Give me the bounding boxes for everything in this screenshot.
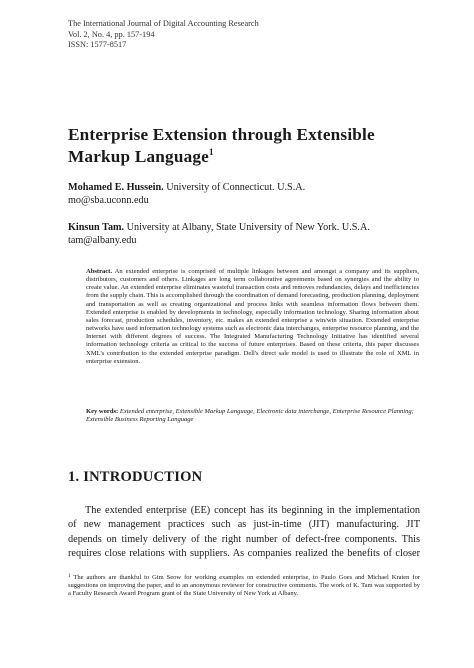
keywords-text: Extended enterprise, Extensible Markup Language, Electronic data interchange, Enterprise Resource Planning; Extensible Business Reporting Language: [86, 408, 414, 424]
abstract: [86, 268, 419, 366]
footnote-marker: 1: [68, 574, 71, 579]
journal-issn: ISSN: 1577-8517: [68, 40, 127, 50]
intro-line: requires close relations with suppliers. As companies realized the benefits of closer: [68, 547, 420, 559]
keywords: [86, 408, 419, 424]
abstract-label: Abstract.: [86, 268, 112, 275]
author-name-2: Kinsun Tam.: [68, 222, 125, 233]
author-affiliation-2: University at Albany, State University of New York. U.S.A.: [124, 222, 370, 233]
intro-line: of new management practices such as just-in-time (JIT) manufacturing. JIT: [68, 519, 420, 531]
journal-name: The International Journal of Digital Accounting Research: [68, 19, 259, 28]
keywords-label: Key words:: [86, 408, 119, 415]
author-email-2[interactable]: tam@albany.edu: [68, 235, 137, 246]
author-block-1: [68, 181, 305, 207]
title-footnote-marker: 1: [209, 146, 214, 157]
intro-paragraph: [68, 504, 420, 561]
title-line-1: Enterprise Extension through Extensible: [68, 125, 375, 144]
author-line-1: [68, 181, 305, 194]
intro-line: The extended enterprise (EE) concept has its beginning in the implementation: [85, 505, 420, 516]
author-affiliation-1: University of Connecticut. U.S.A.: [163, 182, 306, 193]
author-line-2: [68, 221, 370, 234]
title-line-2: [68, 146, 418, 168]
paper-title: [68, 124, 418, 167]
journal-header: [68, 19, 259, 51]
title-line-2-text: Markup Language: [68, 146, 210, 166]
author-name-1: Mohamed E. Hussein.: [68, 182, 164, 193]
author-block-2: [68, 221, 370, 247]
footnote: [68, 574, 420, 599]
abstract-text: An extended enterprise is comprised of multiple linkages between and amongst a company and its suppliers, distributors, customers and others. Linkages are long term collaborative agreements based on synergies and the ability to create value. An extended enterprise eliminates wasteful transaction costs and removes redundancies, delays and inefficiencies from the supply chain. This is accomplished through the coordination of demand forecasting, production planning, deployment and transportation as well as creating organizational and process links with seamless information flows between them. Extended enterprise is enabled by developments in technology, especially information technology. Sharing information about sales forecast, production schedules, inventory, etc. makes an extended enterprise a win/win situation. Extended enterprise networks have used information technology systems such as electronic data interchanges, enterprise resource planning, and the Internet with different degrees of success. The Integrated Manufacturing Technology Initiative has identified several information technology criteria as critical to the success of future enterprises. Based on these criteria, this paper discusses XML's contribution to the extended enterprise paradigm. Dell's direct sale model is used to illustrate the role of XML in enterprise extension.: [86, 268, 419, 365]
journal-volume: Vol. 2, No. 4, pp. 157-194: [68, 29, 155, 39]
footnote-text: The authors are thankful to Gim Seow for working examples on extended enterprise, to Paulo Goes and Michael Kraten for suggestions on improving the paper, and to an anonymous reviewer for constructive comments. The work of K. Tam was supported by a Faculty Research Award Program grant of the State University of New York at Albany.: [68, 574, 420, 598]
intro-line: depends on timely delivery of the right number of defect-free components. This: [68, 533, 420, 545]
author-email-1[interactable]: mo@sba.uconn.edu: [68, 195, 149, 206]
section-heading: 1. INTRODUCTION: [68, 469, 203, 485]
